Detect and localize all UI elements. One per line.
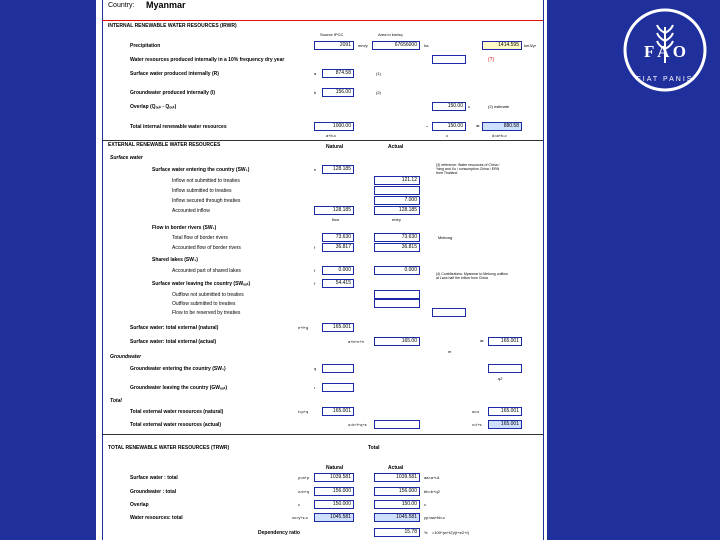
trwr-wr-natural[interactable]: 1045.581 — [314, 513, 354, 522]
wr10-value[interactable] — [432, 55, 466, 64]
shared-natural[interactable]: 0.000 — [322, 266, 354, 275]
border-total-actual[interactable]: 73.630 — [374, 233, 420, 242]
entering-label: Surface water entering the country (SW₁) — [152, 167, 250, 173]
tot-ext-natural-total[interactable]: 165.001 — [488, 407, 522, 416]
spreadsheet-sheet: Country: Myanmar INTERNAL RENEWABLE WATER RESOURCES (IRWR) Source IPCC Area in km/sq Precipitation 2091 mm/y 67656000 ha 1414.595 km3/yr Water resources produced internally in a 10% frequency dry year (?) Surface water produced internally (R) a 874.58 (1) Groundwater produced internally (I) b 156.00 (2) Overlap (Qₒᵤₜ - Qₒᵤₜ) 150.00 c (2) estimate Total internal renewable water resources 1000.00 - 150.00 = 880.58 a+b-c c d=a+b-c EXTERNAL RENEWABLE WATER RESOURCES Natural Actual Surface water Surface water entering the country (SW₁) e 128.185 (3) reference: Water resources of China / Yang and Xu / consumption China / ERN from Thailand Inflow not submitted to treaties 121.12 Inflow submitted to treaties Inflow secured through treaties 7.000 Accounted inflow 128.185 128.185 flow entry Flow in border rivers (SW₁) Total flow of border rivers 73.630 73.630 Mekong Accounted flow of border rivers f 36.817 36.815 Shared lakes (SW₃) Accounted part of shared lakes f 0.000 0.000 (4) Contributions: Myanmar to Mekong outflow at Laos half the inflow from China Surface water leaving the country (SWₒᵤₜ) f 54.415 Outflow not submitted to treaties Outflow submitted to treaties Flow to be reserved by treaties Surface water: total external (natural) e+f+g 165.001 Surface water: total external (actual) a+b+n+h 165.00 = 165.001 m Groundwater Groundwater entering the country (SW₁) q q2 Groundwater leaving the country (GWₒᵤₜ) r Total Total external water resources (natural) t=p+q 165.001 w=x 165.001 Total external water resources (actual) u=k+l+q+s x=l+s 165.001 TOTAL RENEWABLE WATER RESOURCES (TRWR) Total Natural Actual Surface water : total y=a+p 1039.581 1039.581 aa=a+u1 Groundwater : total z=b+q 156.000 156.000 bb=b+q2 Overlap c 150.000 150.00 c Water resources: total xx=y+z-c 1045.581 1045.581 yy=aa+bb-c Dependency ratio 15.78 % =100*(w+t2)/(t+e2+t) — [96, 0, 547, 540]
total-internal-value2[interactable]: 150.00 — [432, 122, 466, 131]
dependency-ratio-value[interactable]: 15.78 — [374, 528, 420, 537]
country-label: Country: — [108, 2, 135, 9]
trwr-overlap-natural[interactable]: 150.000 — [314, 500, 354, 509]
gw-entering-total[interactable] — [488, 364, 522, 373]
border-acc-actual[interactable]: 36.815 — [374, 243, 420, 252]
trwr-sw-actual[interactable]: 1039.581 — [374, 473, 420, 482]
country-value: Myanmar — [146, 0, 186, 10]
wr10-label: Water resources produced internally in a 10% frequency dry year — [130, 57, 285, 63]
erwr-title: EXTERNAL RENEWABLE WATER RESOURCES — [108, 142, 221, 148]
trwr-sw-natural[interactable]: 1039.581 — [314, 473, 354, 482]
inflow-not-sub-value[interactable]: 121.12 — [374, 176, 420, 185]
right-border-line — [543, 0, 544, 540]
gw-internal-value[interactable]: 156.00 — [322, 88, 354, 97]
shared-actual[interactable]: 0.000 — [374, 266, 420, 275]
border-total-natural[interactable]: 73.630 — [322, 233, 354, 242]
total-precip-value[interactable]: 1414.595 — [482, 41, 522, 50]
flow-reserved-value[interactable] — [432, 308, 466, 317]
trwr-title: TOTAL RENEWABLE WATER RESOURCES (TRWR) — [108, 445, 230, 451]
fao-logo-motto: FIAT PANIS — [636, 76, 694, 83]
inflow-secured-value[interactable]: 7.000 — [374, 196, 420, 205]
sw-internal-value[interactable]: 874.58 — [322, 69, 354, 78]
area-value[interactable]: 67656000 — [372, 41, 420, 50]
tot-ext-actual-total[interactable]: 165.001 — [488, 420, 522, 429]
trwr-overlap-actual[interactable]: 150.00 — [374, 500, 420, 509]
accounted-inflow-actual[interactable]: 128.185 — [374, 206, 420, 215]
precip-value[interactable]: 2091 — [314, 41, 354, 50]
gw-internal-label: Groundwater produced internally (I) — [130, 90, 216, 96]
overlap-label: Overlap (Qₒᵤₜ - Qₒᵤₜ) — [130, 104, 177, 110]
accounted-inflow-natural[interactable]: 128.185 — [314, 206, 354, 215]
gw-entering-value[interactable] — [322, 364, 354, 373]
total-internal-value1[interactable]: 1000.00 — [314, 122, 354, 131]
total-internal-label: Total internal renewable water resources — [130, 124, 227, 130]
total-internal-value3[interactable]: 880.58 — [482, 122, 522, 131]
outflow-sub-value[interactable] — [374, 299, 420, 308]
sw-ext-actual-total[interactable]: 165.001 — [488, 337, 522, 346]
trwr-wr-actual[interactable]: 1045.581 — [374, 513, 420, 522]
border-acc-natural[interactable]: 36.817 — [322, 243, 354, 252]
tot-ext-actual-value[interactable] — [374, 420, 420, 429]
tot-ext-natural-value[interactable]: 165.001 — [322, 407, 354, 416]
trwr-gw-natural[interactable]: 156.000 — [314, 487, 354, 496]
precip-label: Precipitation — [130, 43, 161, 49]
outflow-not-sub-value[interactable] — [374, 290, 420, 299]
irwr-title: INTERNAL RENEWABLE WATER RESOURCES (IRWR) — [108, 23, 237, 29]
sw-internal-label: Surface water produced internally (R) — [130, 71, 219, 77]
trwr-gw-actual[interactable]: 156.000 — [374, 487, 420, 496]
entering-value[interactable]: 128.185 — [322, 165, 354, 174]
fao-logo — [620, 5, 710, 95]
overlap-value[interactable]: 150.00 — [432, 102, 466, 111]
inflow-sub-value[interactable] — [374, 186, 420, 195]
gw-leaving-value[interactable] — [322, 383, 354, 392]
fao-logo-letters: F A O — [644, 42, 686, 61]
sw-ext-natural-value[interactable]: 165.001 — [322, 323, 354, 332]
left-border-line — [102, 0, 103, 540]
sw-ext-actual-value[interactable]: 165.00 — [374, 337, 420, 346]
leaving-value[interactable]: 54.415 — [322, 279, 354, 288]
